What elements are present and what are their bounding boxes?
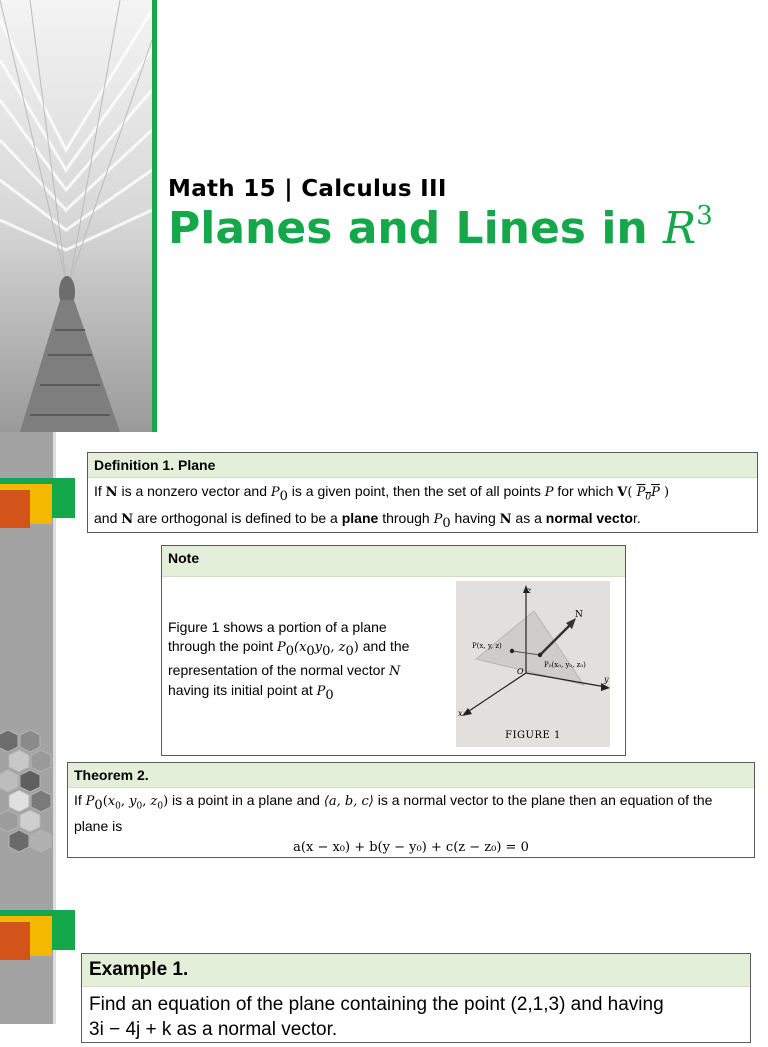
definition-text: is a nonzero vector and — [117, 483, 271, 499]
subscript-zero: 0 — [442, 515, 451, 531]
point-coords: , z — [330, 640, 346, 655]
normal-vector-abc: ⟨a, b, c⟩ — [323, 794, 374, 809]
term-normal-vector: normal vecto — [545, 509, 633, 526]
subscript-zero: 0 — [279, 488, 288, 504]
definition-text: as a — [511, 509, 546, 526]
definition-text: are orthogonal is defined to be a — [133, 509, 342, 526]
note-text-part: and the representation of the normal vector — [168, 638, 410, 678]
definition-box — [87, 452, 758, 533]
accent-orange-block-lower — [0, 922, 30, 960]
vector-N-label: N — [575, 610, 583, 620]
point-P0: P — [433, 511, 443, 527]
vector-N: N — [389, 663, 401, 679]
plane-diagram — [456, 581, 610, 747]
example-box — [81, 953, 751, 1043]
vector-N: N — [121, 511, 134, 527]
theorem-text: is a point in a plane and — [168, 792, 324, 808]
accent-orange-block — [0, 490, 30, 528]
point-P0: P — [270, 485, 280, 500]
note-box — [161, 545, 626, 756]
slide-title — [168, 203, 713, 254]
slide-title-exponent: 3 — [696, 201, 713, 231]
subscript-zero: 0 — [322, 643, 331, 659]
definition-text: for which — [553, 483, 618, 499]
axis-y-label: y — [604, 675, 609, 684]
theorem-heading: Theorem 2. — [68, 763, 754, 788]
example-text: 3i − 4j + k as a normal vector. — [89, 1019, 338, 1040]
point-P: P — [544, 485, 554, 500]
note-text-part: having its initial point at — [168, 681, 317, 698]
point-P0-label: P₀(x₀, y₀, z₀) — [544, 661, 586, 669]
theorem-text: If — [74, 792, 86, 808]
definition-text: r. — [632, 509, 641, 526]
cover-photo — [0, 0, 152, 432]
definition-heading: Definition 1. Plane — [88, 453, 757, 478]
example-heading: Example 1. — [82, 954, 750, 987]
course-title: Math 15 | Calculus III — [168, 176, 447, 202]
definition-text: and — [94, 509, 122, 526]
point-P0: P — [276, 640, 286, 655]
definition-text: having — [450, 509, 500, 526]
vector-N: N — [105, 485, 118, 500]
vector-N: N — [499, 511, 512, 527]
note-heading: Note — [162, 546, 625, 577]
plane-equation: a(x − x₀) + b(y − y₀) + c(z − z₀) = 0 — [293, 839, 529, 855]
term-plane: plane — [341, 509, 379, 526]
axis-z-label: z — [527, 586, 532, 595]
point-coords: ) — [353, 640, 359, 655]
axis-x-label: x — [458, 709, 463, 718]
figure-caption: FIGURE 1 — [505, 730, 561, 741]
point-P-label: P(x, y, z) — [472, 642, 502, 650]
point-coords: y — [314, 640, 323, 655]
definition-text: through — [378, 509, 434, 526]
vector-V: V — [617, 485, 628, 500]
definition-text: If — [94, 483, 106, 499]
subscript-zero: 0 — [306, 643, 315, 659]
subscript-zero: 0 — [285, 643, 295, 659]
theorem-body — [68, 788, 754, 860]
subscript-zero: 0 — [325, 687, 334, 703]
definition-body — [88, 478, 757, 536]
theorem-text: is a normal vector to the plane then an equation of the plane is — [74, 792, 713, 834]
subscript-zero: 0 — [94, 797, 103, 813]
point-coords: ($x_0$, $y_0$, $z_0$) — [102, 794, 169, 812]
theorem-box — [67, 762, 755, 858]
example-text: Find an equation of the plane containing the point (2,1,3) and having — [89, 994, 664, 1015]
title-divider — [152, 0, 157, 432]
point-P0: P — [85, 794, 95, 809]
subscript-zero: 0 — [345, 643, 354, 659]
example-body — [82, 987, 750, 1047]
slide-title-symbol: R — [663, 203, 697, 254]
figure-1 — [456, 581, 610, 747]
note-text — [168, 618, 436, 705]
slide-title-text: Planes and Lines in — [168, 203, 664, 254]
vector-P0P: ( $P_0P$ ) — [627, 485, 670, 503]
hexagon-pattern — [0, 730, 52, 862]
point-P0: P — [316, 683, 326, 699]
note-text-part: Figure 1 shows a portion of a plane through the point — [168, 619, 387, 654]
point-coords: (x — [294, 640, 307, 655]
definition-text: is a given point, then the set of all points — [287, 483, 545, 499]
origin-label: O — [517, 667, 524, 676]
